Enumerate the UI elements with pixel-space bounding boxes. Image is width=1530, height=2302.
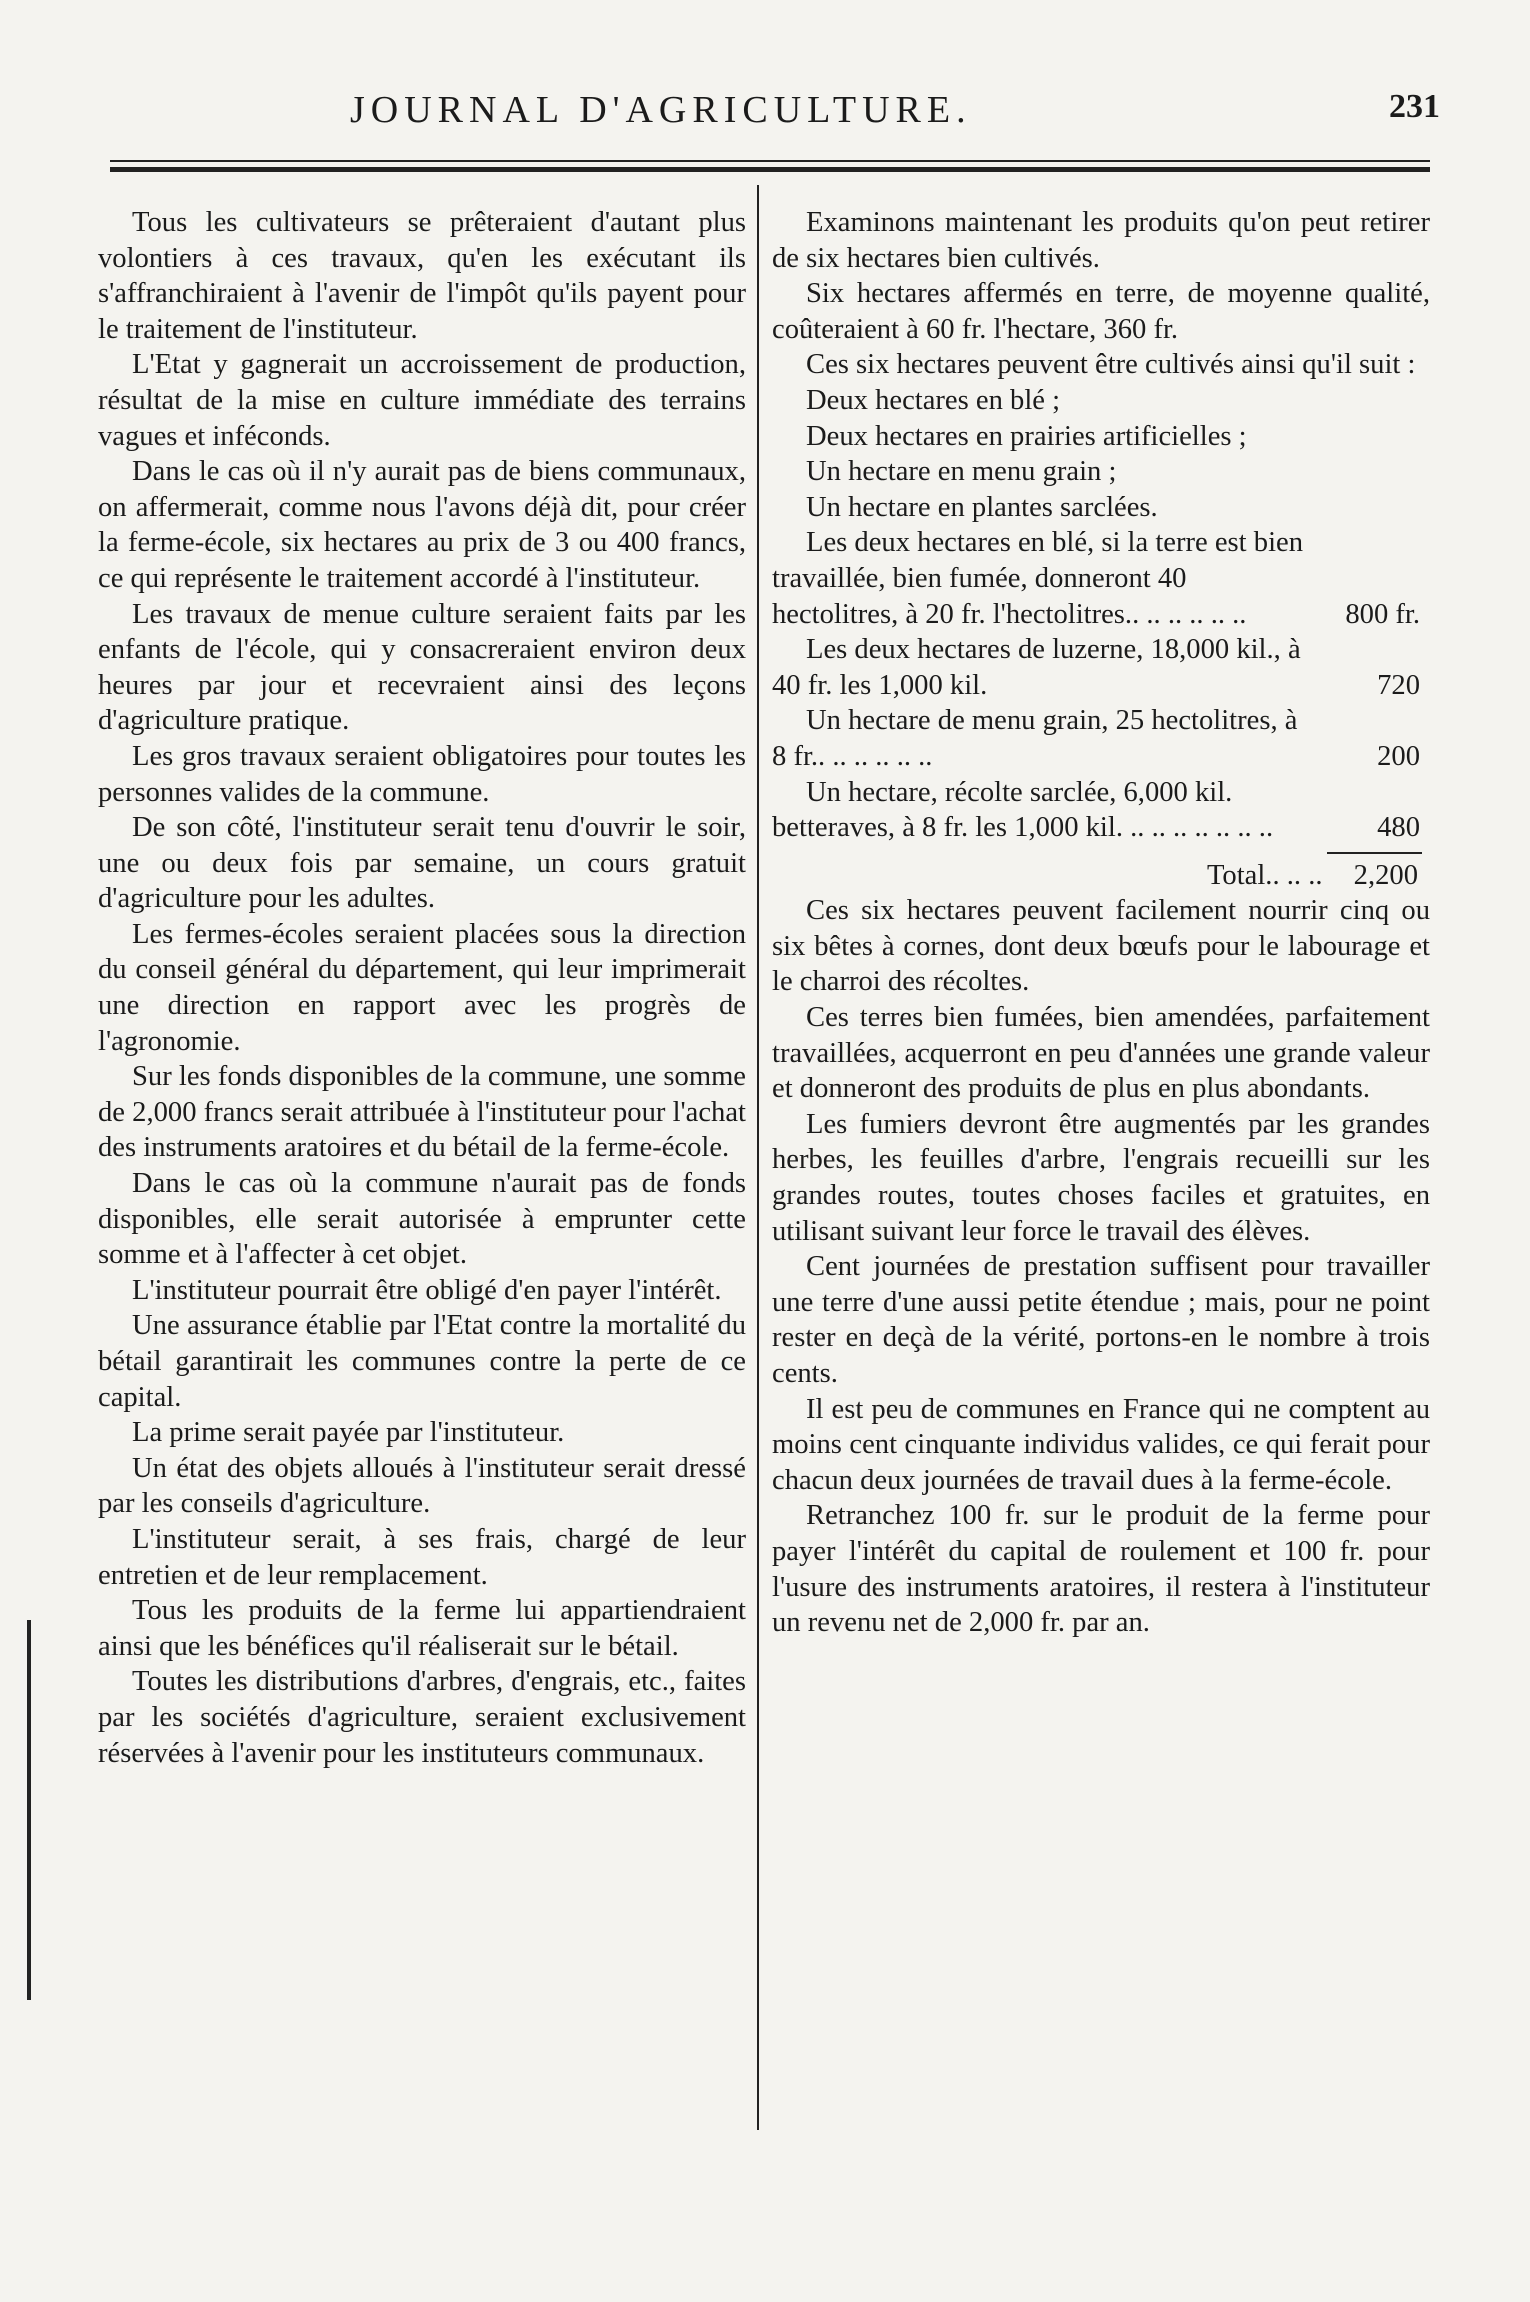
calculation-amount: 720 <box>1377 669 1420 701</box>
paragraph: Tous les produits de la ferme lui appartiendraient ainsi que les bénéfices qu'il réaliserait sur le bétail. <box>98 1595 746 1662</box>
paragraph: Les gros travaux seraient obligatoires pour toutes les personnes valides de la commune. <box>98 740 746 808</box>
right-column <box>772 205 1430 1641</box>
paragraph: Un état des objets alloués à l'instituteur serait dressé par les conseils d'agriculture. <box>98 1452 746 1520</box>
column-divider <box>757 185 759 2130</box>
crop-list-item: Deux hectares en blé ; <box>806 384 1061 416</box>
paragraph: Examinons maintenant les produits qu'on peut retirer de six hectares bien cultivés. <box>772 207 1430 274</box>
paragraph: Dans le cas où la commune n'aurait pas de fonds disponibles, elle serait autorisée à emprunter cette somme et à l'affecter à cet objet. <box>98 1168 746 1271</box>
paragraph: Ces terres bien fumées, bien amendées, parfaitement travaillées, acquerront en peu d'années une grande valeur et donneront des produits de plus en plus abondants. <box>772 1002 1430 1105</box>
calculation-row <box>772 775 1430 846</box>
calculation-row <box>772 525 1430 632</box>
paragraph: La prime serait payée par l'instituteur. <box>132 1417 565 1449</box>
page-header <box>110 88 1440 134</box>
paragraph: Toutes les distributions d'arbres, d'engrais, etc., faites par les sociétés d'agriculture, seraient exclusivement réservées à l'avenir pour les instituteurs communaux. <box>98 1666 746 1769</box>
paragraph: De son côté, l'instituteur serait tenu d'ouvrir le soir, une ou deux fois par semaine, un cours gratuit d'agriculture pour les adultes. <box>98 812 746 915</box>
calculation-row <box>772 703 1430 774</box>
paragraph: Les fumiers devront être augmentés par les grandes herbes, les feuilles d'arbre, l'engrais recueilli sur les grandes routes, toutes choses faciles et gratuites, en utilisant suivant leur force le travail des élèves. <box>772 1108 1430 1247</box>
calculation-text: Un hectare, récolte sarclée, 6,000 kil. betteraves, à 8 fr. les 1,000 kil. .. .. .. .. .. .. .. <box>772 776 1274 844</box>
paragraph: Sur les fonds disponibles de la commune, une somme de 2,000 francs serait attribuée à l'instituteur pour l'achat des instruments aratoires et du bétail de la ferme-école. <box>98 1061 746 1164</box>
calculation-row <box>772 632 1430 703</box>
total-rule <box>1327 852 1422 854</box>
page-number: 231 <box>1389 88 1440 125</box>
paragraph: Les fermes-écoles seraient placées sous la direction du conseil général du département, qui leur imprimerait une direction en rapport avec les progrès de l'agronomie. <box>98 918 746 1057</box>
calculation-text: Les deux hectares en blé, si la terre est bien travaillée, bien fumée, donneront 40 hectolitres, à 20 fr. l'hectolitres.. .. .. .. .. .. <box>772 527 1303 630</box>
paragraph: Il est peu de communes en France qui ne comptent au moins cent cinquante individus valides, ce qui ferait pour chacun deux journées de travail dues à la ferme-école. <box>772 1393 1430 1496</box>
crop-list-item: Deux hectares en prairies artificielles ; <box>806 420 1247 452</box>
running-title: JOURNAL D'AGRICULTURE. <box>350 89 972 131</box>
total-label: Total.. .. .. <box>1206 859 1323 891</box>
paragraph: L'instituteur serait, à ses frais, chargé de leur entretien et de leur remplacement. <box>98 1523 746 1591</box>
crop-list-item: Un hectare en menu grain ; <box>806 456 1117 488</box>
paragraph: Les travaux de menue culture seraient faits par les enfants de l'école, qui y consacreraient environ deux heures par jour et recevraient ainsi des leçons d'agriculture pratique. <box>98 598 746 737</box>
calculation-text: Un hectare de menu grain, 25 hectolitres, à 8 fr.. .. .. .. .. .. <box>772 705 1298 772</box>
crop-list-item: Un hectare en plantes sarclées. <box>806 491 1158 523</box>
left-column <box>98 205 746 1771</box>
paragraph: Ces six hectares peuvent facilement nourrir cinq ou six bêtes à cornes, dont deux bœufs pour le labourage et le charroi des récoltes. <box>772 895 1430 998</box>
calculation-amount: 480 <box>1377 812 1420 844</box>
paragraph: L'instituteur pourrait être obligé d'en payer l'intérêt. <box>132 1274 722 1306</box>
calculation-amount: 800 fr. <box>1345 598 1420 630</box>
header-rule-thin <box>110 160 1430 162</box>
paragraph: Ces six hectares peuvent être cultivés ainsi qu'il suit : <box>806 349 1416 381</box>
paragraph: Une assurance établie par l'Etat contre la mortalité du bétail garantirait les communes contre la perte de ce capital. <box>98 1310 746 1413</box>
paragraph: L'Etat y gagnerait un accroissement de production, résultat de la mise en culture immédiate des terrains vagues et inféconds. <box>98 349 746 452</box>
calculation-amount: 200 <box>1377 740 1420 772</box>
paragraph: Retranchez 100 fr. sur le produit de la ferme pour payer l'intérêt du capital de roulement et 100 fr. pour l'usure des instruments aratoires, il restera à l'instituteur un revenu net de 2,000 fr. par an. <box>772 1500 1430 1639</box>
paragraph: Dans le cas où il n'y aurait pas de biens communaux, on affermerait, comme nous l'avons déjà dit, pour créer la ferme-école, six hectares au prix de 3 ou 400 francs, ce qui représente le traitement accordé à l'instituteur. <box>98 456 746 594</box>
calculation-text: Les deux hectares de luzerne, 18,000 kil., à 40 fr. les 1,000 kil. <box>772 634 1301 701</box>
header-rule-thick <box>110 167 1430 172</box>
total-amount: 2,200 <box>1353 859 1418 891</box>
paragraph: Six hectares affermés en terre, de moyenne qualité, coûteraient à 60 fr. l'hectare, 360 fr. <box>772 278 1430 345</box>
total-row <box>772 858 1430 894</box>
paragraph: Tous les cultivateurs se prêteraient d'autant plus volontiers à ces travaux, qu'en les exécutant ils s'affranchiraient à l'avenir de l'impôt qu'ils payent pour le traitement de l'instituteur. <box>98 207 746 345</box>
paragraph: Cent journées de prestation suffisent pour travailler une terre d'une aussi petite étendue ; mais, pour ne point rester en deçà de la vérité, portons-en le nombre à trois cents. <box>772 1251 1430 1389</box>
margin-mark <box>27 1620 31 2000</box>
